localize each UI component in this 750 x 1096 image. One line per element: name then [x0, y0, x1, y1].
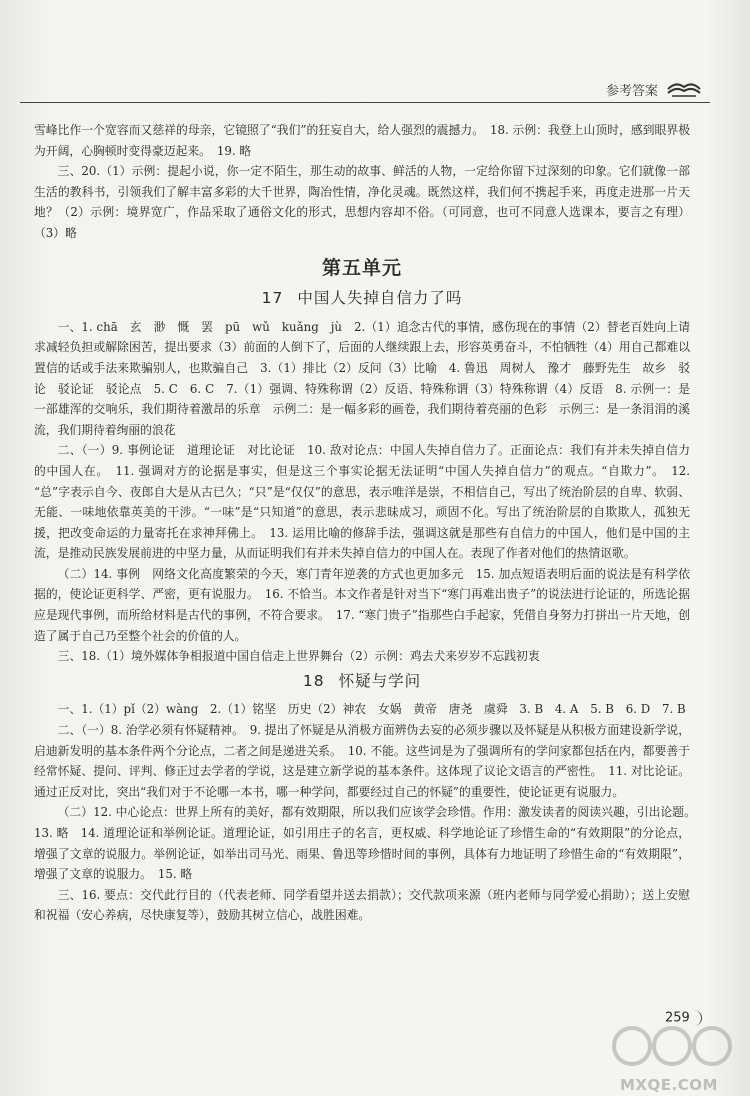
- section-label: 参考答案: [605, 84, 658, 99]
- answer-paragraph: 三、16. 要点：交代此行目的（代表老师、同学看望并送去捐款）；交代款项来源（班内老师与同学爱心捐助）；送上安慰和祝福（安心养病，尽快康复等），鼓励其树立信心，战胜困难。: [34, 887, 690, 923]
- page-number-text: 259: [665, 1010, 690, 1026]
- header-rule: [20, 102, 710, 103]
- answer-paragraph: （二）12. 中心论点：世界上所有的美好，都有效期限，所以我们应该学会珍惜。作用：激发读者的阅读兴趣，引出论题。 13. 略 14. 道理论证和举例论证。道理论证，如引用庄子的名言，更权威、科学地论证了珍惜生命的“有效期限”的分论点，增强了文章的说服力。举例论证，如举出司马光、雨果、鲁迅等珍惜时间的事例，具体有力地证明了珍惜生命的“有效期限”，增强了文章的说服力。 15. 略: [34, 805, 702, 882]
- lesson-title: [34, 671, 690, 692]
- watermark-icon: [610, 1018, 740, 1074]
- answer-paragraph: 三、18.（1）境外媒体争相报道中国自信走上世界舞台（2）示例：鸡去犬来岁岁不忘践初衷: [57, 649, 540, 664]
- unit-title: 第五单元: [321, 256, 402, 279]
- page-header: [20, 74, 710, 100]
- book-icon: [666, 77, 702, 97]
- answer-paragraph: 二、（一）8. 治学必须有怀疑精神。 9. 提出了怀疑是从消极方面辨伪去妄的必须步骤以及怀疑是从积极方面建设新学说，启迪新发明的基本条件两个分论点，二者之间是递进关系。 10. 不能。这些词是为了强调所有的学问家都包括在内，都要善于经常怀疑、提问、评判、修正过去学者的学说，这是建立新学说的基本条件。这体现了议论文语言的严密性。 11. 对比论证。通过正反对比，突出“我们对于不论哪一本书，哪一种学问，都要经过自己的怀疑”的重要性，使论证更有说服力。: [34, 723, 690, 799]
- lesson-number: 17: [261, 289, 284, 308]
- answer-paragraph: 一、1.（1）pǐ（2）wàng 2.（1）铭坚 历史（2）神农 女娲 黄帝 唐尧 虞舜 3. B 4. A 5. B 6. D 7. B: [57, 702, 686, 717]
- watermark-text: MXQE.COM: [620, 1076, 718, 1094]
- answer-content: [34, 120, 702, 926]
- answer-paragraph: 三、20.（1）示例：提起小说，你一定不陌生，那生动的故事、鲜活的人物，一定给你留下过深刻的印象。它们就像一部生活的教科书，引领我们了解丰富多彩的大千世界，陶冶性情，净化灵魂。既然这样，我们何不携起手来，再度走进那一片天地？（2）示例：境界宽广，作品采取了通俗文化的形式，思想内容却不俗。（可同意，也可不同意人选课本，要言之有理）（3）略: [34, 164, 690, 240]
- answer-paragraph: 一、1. chā 玄 渺 慨 罢 pū wǔ kuǎng jù 2.（1）追念古代的事情，感伤现在的事情（2）替老百姓向上请求减轻负担或解除困苦，提出要求（3）前面的人倒下了，后面的人继续跟上去，形容英勇奋斗，不怕牺牲（4）用自己都难以置信的话或手法来欺骗别人，也欺骗自己 3.（1）排比（2）反问（3）比喻 4. 鲁迅 周树人 豫才 藤野先生 故乡 驳论 驳论证 驳论点 5. C 6. C 7.（1）强调、特殊称谓（2）反语、特殊称谓（3）特殊称谓（4）反语 8. 示例一：是一部雄浑的交响乐，我们期待着激昂的乐章 示例二：是一幅多彩的画卷，我们期待着亮丽的色彩 示例三：是一条涓涓的溪流，我们期待着绚丽的浪花: [34, 319, 690, 437]
- answer-paragraph: 雪峰比作一个宽容而又慈祥的母亲，它镜照了“我们”的狂妄自大，给人强烈的震撼力。 18. 示例：我登上山顶时，感到眼界极为开阔，心胸顿时变得豪迈起来。 19. 略: [34, 123, 690, 158]
- lesson-number: 18: [302, 671, 325, 690]
- lesson-title: [34, 288, 690, 309]
- answer-paragraph: （二）14. 事例 网络文化高度繁荣的今天，寒门青年逆袭的方式也更加多元 15. 加点短语表明后面的说法是有科学依据的，使论证更科学、严密，更有说服力。 16. 不恰当。本文作者是针对当下“寒门再难出贵子”的说法进行论证的，所选论据应是现代事例，而所给材料是古代的事例，不符合要求。 17. “寒门贵子”指那些白手起家，凭借自身努力打拼出一片天地，创造了属于自己乃至整个社会的价值的人。: [34, 566, 690, 643]
- watermark-logo: [610, 1018, 740, 1094]
- lesson-name: 中国人失掉自信力了吗: [297, 289, 463, 308]
- lesson-name: 怀疑与学问: [338, 671, 422, 690]
- answer-paragraph: 二、（一）9. 事例论证 道理论证 对比论证 10. 敌对论点：中国人失掉自信力了。正面论点：我们有并未失掉自信力的中国人在。 11. 强调对方的论据是事实，但是这三个事实论据无法证明“中国人失掉自信力”的观点。“自欺力”。 12. “总”字表示自今、夜郎自大是从古已久；“只”是“仅仅”的意思，表示唯洋是崇，不相信自己，写出了统治阶层的自卑、软弱、无能、一味地依靠英美的干涉。“一味”是“只知道”的意思，表示悲昧成习，顽固不化。写出了统治阶层的自欺欺人，孤独无援，把改变命运的力量寄托在求神拜佛上。 13. 运用比喻的修辞手法，强调这就是那些有自信力的中国人，他们是中国的主流，是推动民族发展前进的中坚力量，从而证明我们有并未失掉自信力的中国人在。表现了作者对他们的热情讴歌。: [34, 443, 690, 561]
